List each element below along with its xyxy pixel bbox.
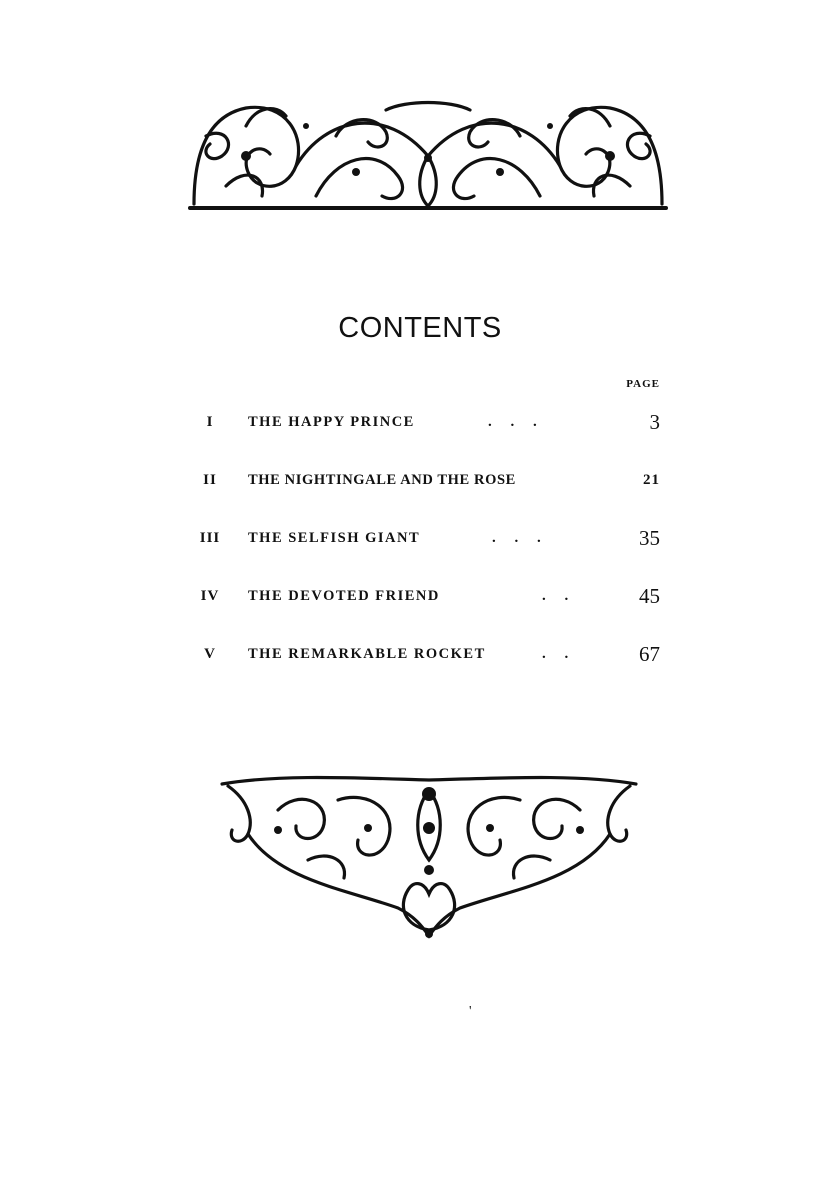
stray-mark: ' (469, 1004, 472, 1019)
toc-entry[interactable] (190, 462, 670, 520)
dot-leader: . . . (492, 530, 541, 546)
chapter-numeral: IV (200, 588, 220, 604)
dot-leader: . . (542, 588, 569, 604)
dot-leader: . . (542, 646, 569, 662)
chapter-numeral: II (203, 472, 217, 488)
toc-entry[interactable] (190, 636, 670, 694)
chapter-numeral: V (204, 646, 216, 662)
toc-entry[interactable] (190, 404, 670, 462)
page-number: 45 (639, 584, 660, 608)
table-of-contents (190, 404, 670, 694)
page-number: 3 (649, 410, 660, 434)
page-number: 35 (639, 526, 660, 550)
bottom-ornament (218, 770, 640, 940)
toc-entry[interactable] (190, 578, 670, 636)
chapter-numeral: I (206, 414, 214, 430)
page-title: CONTENTS (338, 312, 502, 344)
chapter-title: THE NIGHTINGALE AND THE ROSE (248, 472, 516, 488)
page-number: 67 (639, 642, 660, 666)
toc-entry[interactable] (190, 520, 670, 578)
chapter-title: THE DEVOTED FRIEND (248, 588, 440, 604)
chapter-numeral: III (199, 530, 221, 546)
chapter-title: THE SELFISH GIANT (248, 530, 421, 546)
page-column-heading: PAGE (626, 378, 660, 390)
chapter-title: THE REMARKABLE ROCKET (248, 646, 486, 662)
page-number: 21 (643, 472, 660, 488)
top-ornament (186, 96, 670, 212)
chapter-title: THE HAPPY PRINCE (248, 414, 415, 430)
dot-leader: . . . (488, 414, 537, 430)
